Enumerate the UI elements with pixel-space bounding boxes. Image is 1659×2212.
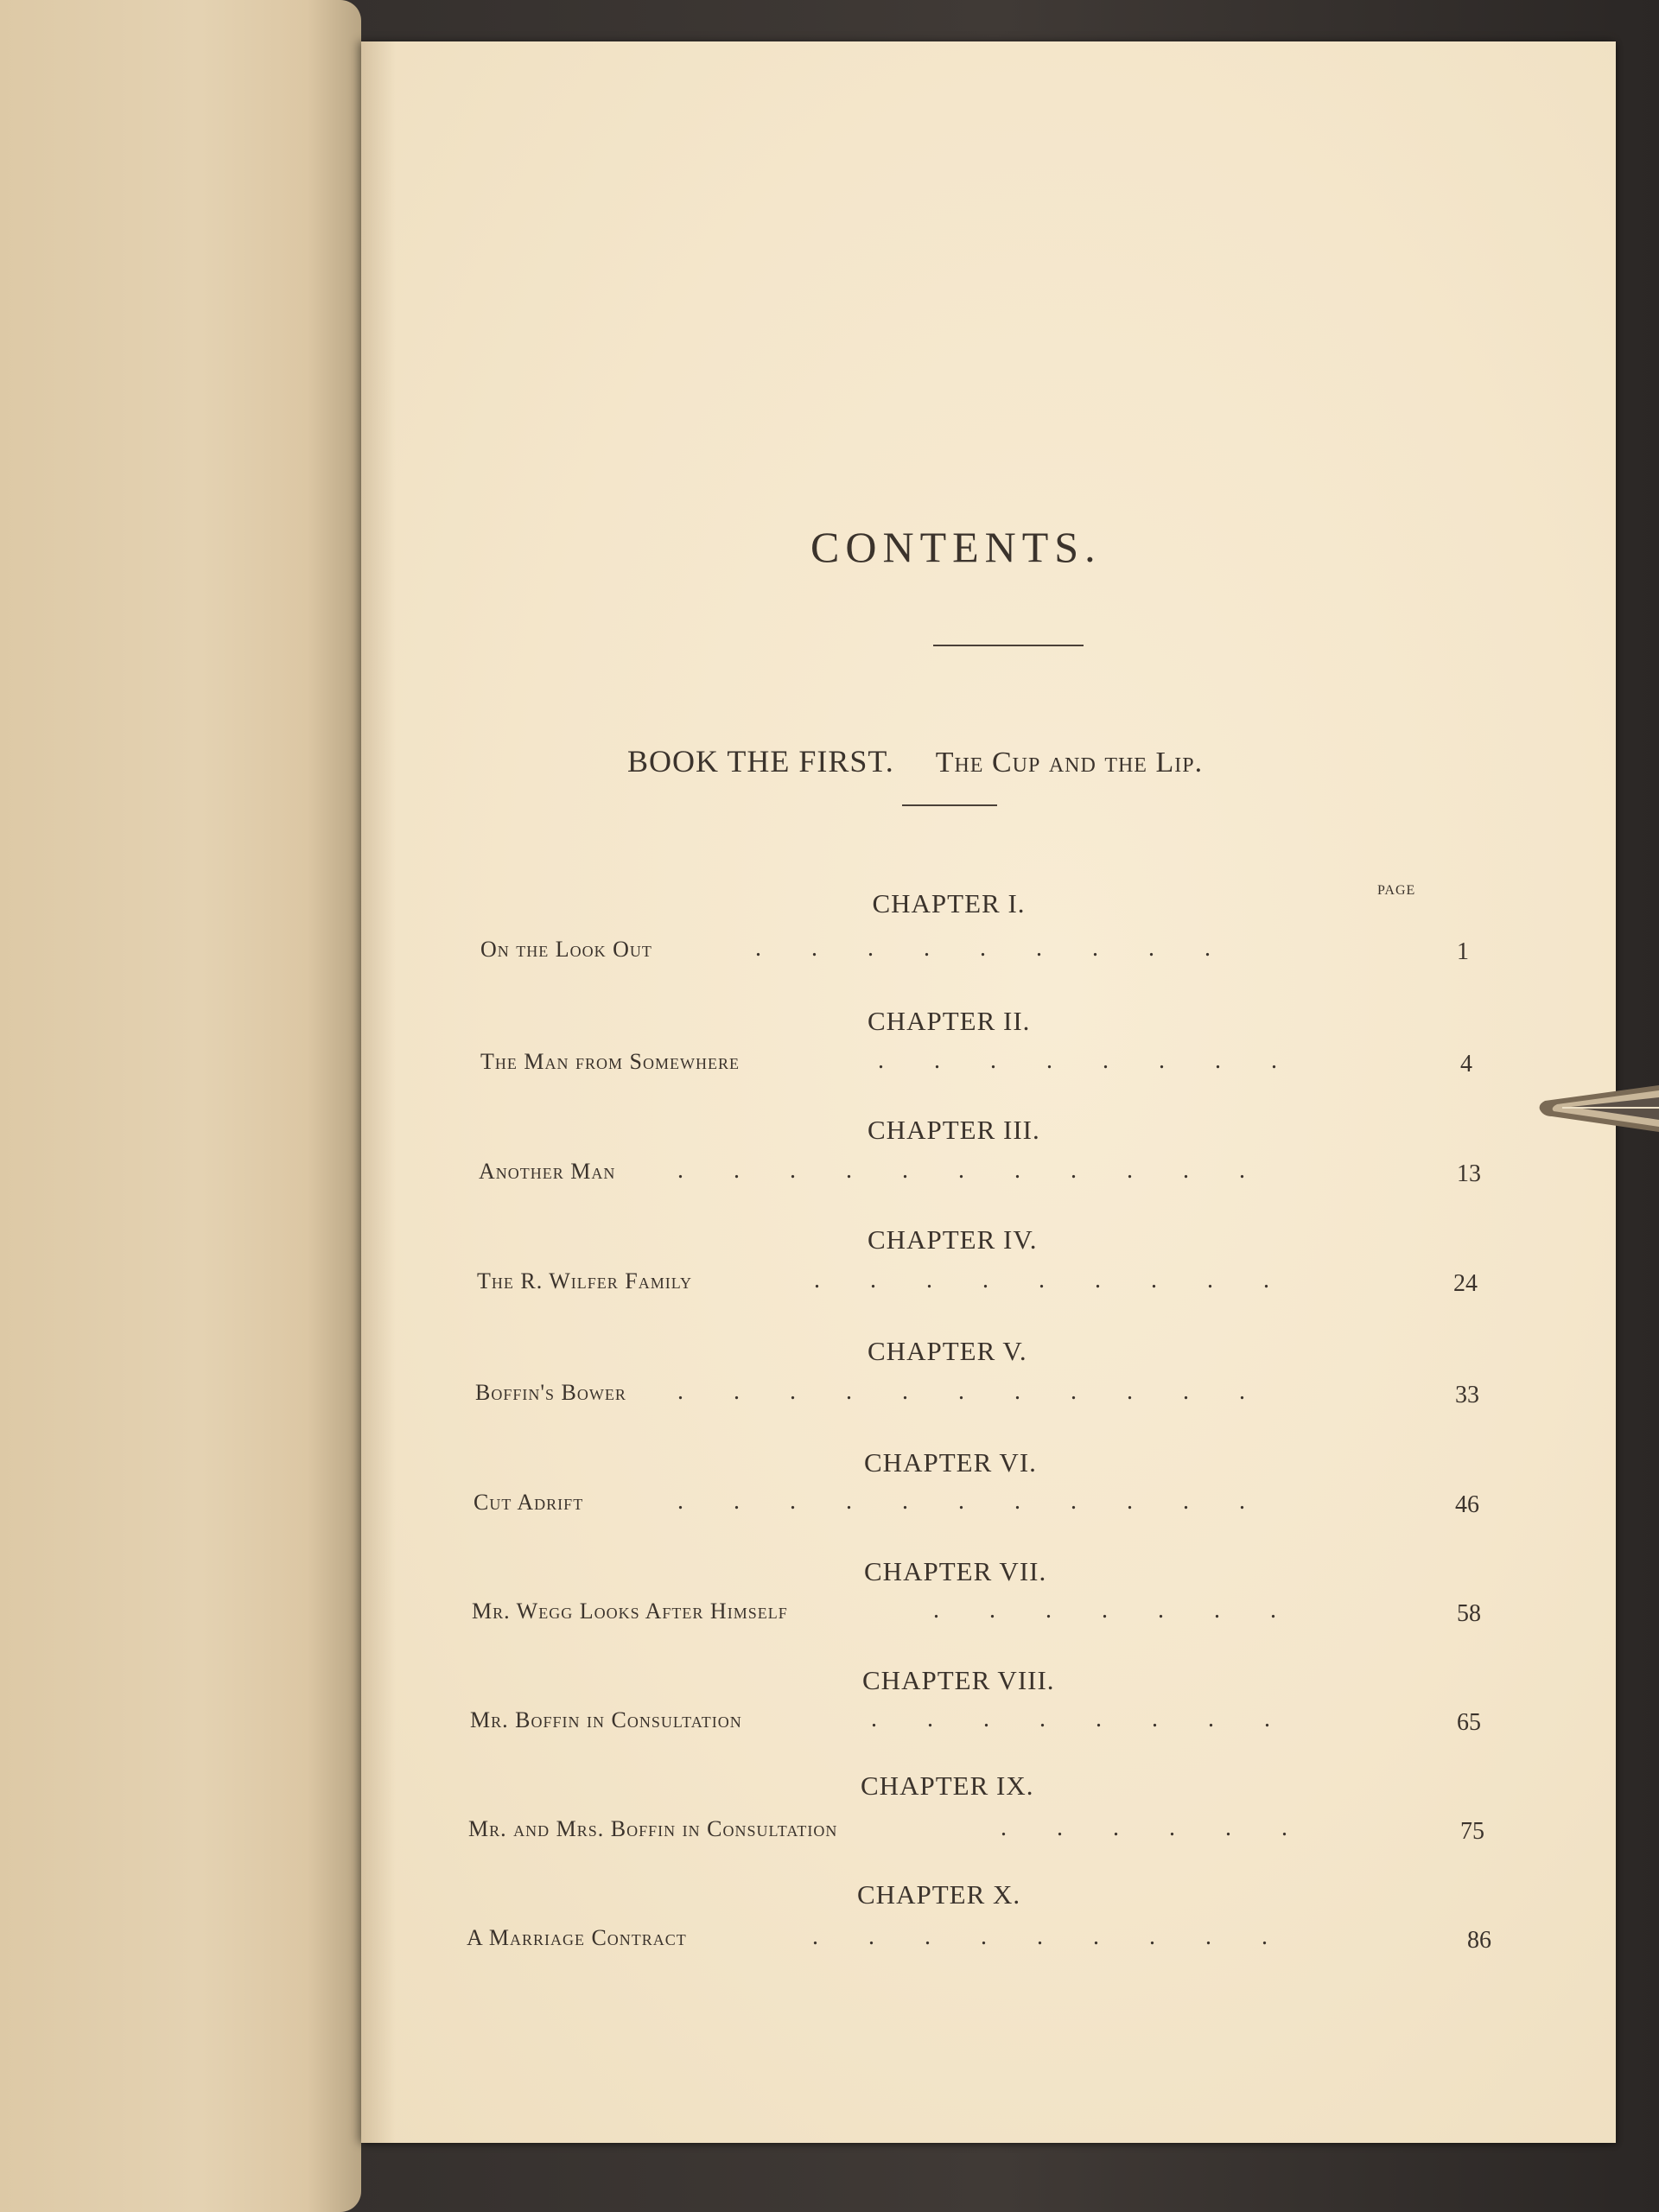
chapter-title: Boffin's Bower xyxy=(475,1380,626,1405)
chapter-heading: CHAPTER IV. xyxy=(868,1224,1038,1255)
page-number: 75 xyxy=(1460,1818,1484,1845)
page-column-label: PAGE xyxy=(1377,883,1416,898)
leader-dots: ....... xyxy=(933,1597,1326,1624)
chapter-title: A Marriage Contract xyxy=(467,1925,687,1950)
chapter-heading: CHAPTER III. xyxy=(868,1115,1040,1145)
leader-dots: ........ xyxy=(878,1047,1327,1074)
leader-dots: ......... xyxy=(814,1267,1319,1294)
title-rule xyxy=(933,645,1084,646)
leader-dots: ......... xyxy=(755,935,1261,962)
chapter-title: Mr. Boffin in Consultation xyxy=(470,1707,742,1732)
leader-dots: ........... xyxy=(677,1157,1295,1184)
chapter-heading: CHAPTER VIII. xyxy=(862,1665,1055,1695)
page-number: 4 xyxy=(1460,1051,1472,1077)
page-number: 58 xyxy=(1457,1600,1481,1627)
chapter-heading: CHAPTER VII. xyxy=(864,1556,1047,1586)
chapter-heading: CHAPTER II. xyxy=(868,1006,1031,1036)
page-number: 86 xyxy=(1467,1927,1491,1954)
leader-dots: ...... xyxy=(1001,1815,1338,1841)
chapter-title: The Man from Somewhere xyxy=(480,1049,740,1074)
pen-tip-image xyxy=(1536,1078,1659,1139)
leader-dots: ........... xyxy=(677,1488,1295,1515)
contents-title: CONTENTS. xyxy=(810,523,1102,571)
page-number: 33 xyxy=(1455,1382,1479,1408)
chapter-heading: CHAPTER X. xyxy=(857,1879,1021,1910)
page-number: 24 xyxy=(1453,1270,1478,1297)
leader-dots: ......... xyxy=(812,1923,1318,1950)
chapter-title: On the Look Out xyxy=(480,937,652,962)
chapter-title: Cut Adrift xyxy=(474,1490,584,1515)
page-number: 13 xyxy=(1457,1160,1481,1187)
page-number: 65 xyxy=(1457,1709,1481,1736)
facing-page xyxy=(0,0,361,2212)
chapter-heading: CHAPTER V. xyxy=(868,1336,1027,1366)
chapter-title: Mr. Wegg Looks After Himself xyxy=(472,1599,788,1624)
chapter-title: The R. Wilfer Family xyxy=(477,1268,692,1294)
chapter-title: Another Man xyxy=(479,1159,616,1184)
book-heading xyxy=(627,743,1203,779)
page-number: 1 xyxy=(1457,938,1469,965)
leader-dots: ........... xyxy=(677,1378,1295,1405)
chapter-heading: CHAPTER IX. xyxy=(861,1770,1034,1801)
chapter-title: Mr. and Mrs. Boffin in Consultation xyxy=(468,1816,838,1841)
contents-page xyxy=(361,41,1616,2143)
chapter-heading: CHAPTER I. xyxy=(872,888,1026,918)
page-number: 46 xyxy=(1455,1491,1479,1518)
book-heading-main: BOOK THE FIRST. xyxy=(627,744,894,779)
book-heading-subtitle: The Cup and the Lip. xyxy=(935,747,1204,779)
book-rule xyxy=(902,804,997,806)
chapter-heading: CHAPTER VI. xyxy=(864,1447,1037,1478)
leader-dots: ........ xyxy=(871,1706,1320,1732)
